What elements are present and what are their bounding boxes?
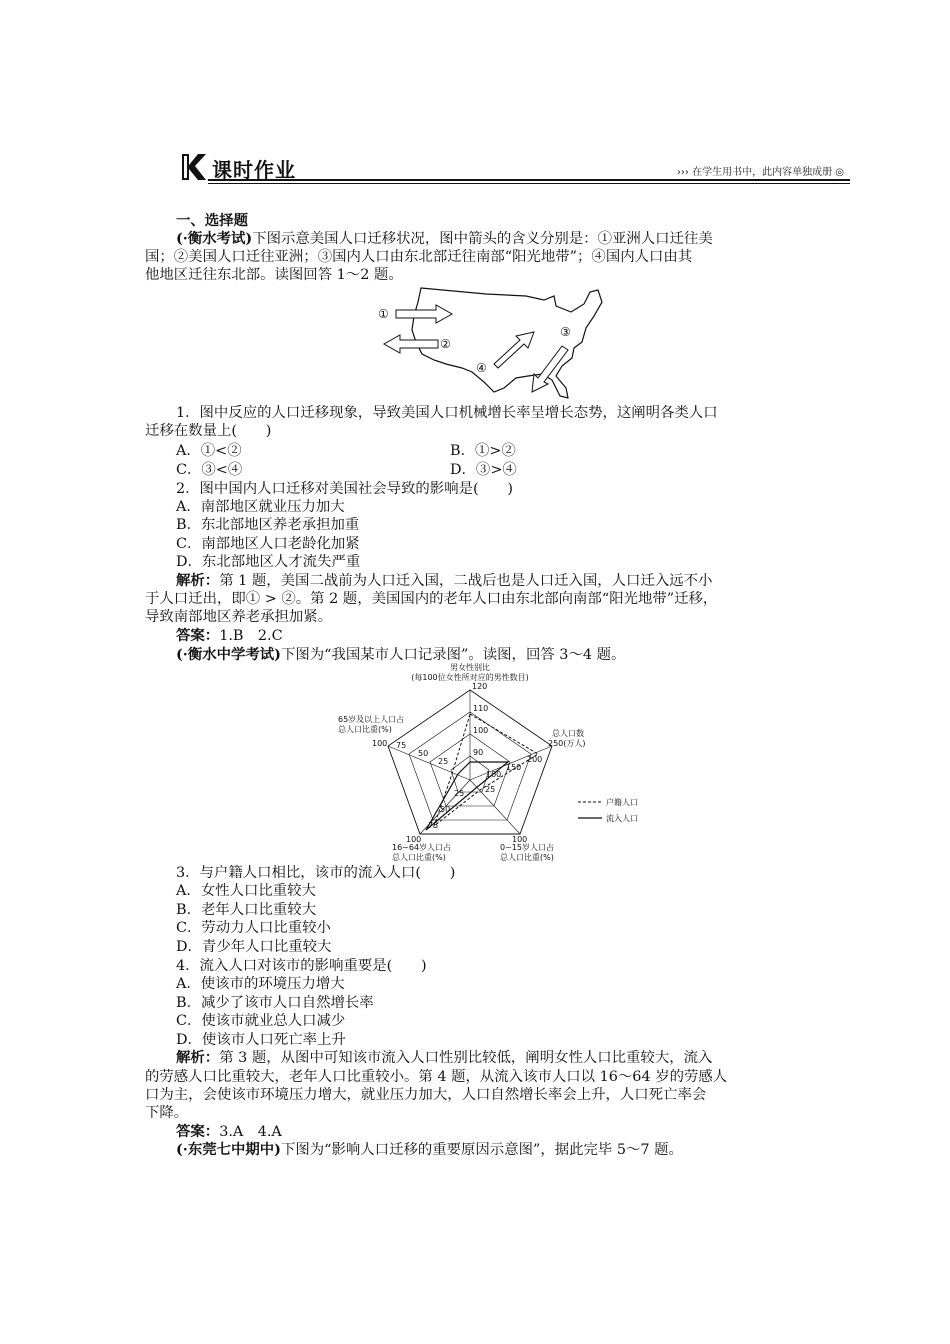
map-label-2: ② xyxy=(440,337,451,351)
q1-option-b: B．①>② xyxy=(450,443,516,459)
q1-2-source: (·衡水考试) xyxy=(176,230,253,247)
q4-stem: 4．流入人口对该市的影响重要是( ) xyxy=(176,958,427,974)
answer-value: 1.B 2.C xyxy=(219,628,283,644)
q3-option-d: D．青少年人口比重较大 xyxy=(176,939,332,955)
tick-work-100: 100 xyxy=(406,835,422,844)
tick-old-75: 75 xyxy=(396,741,407,750)
q4-option-c: C．使该市就业总人口减少 xyxy=(176,1013,346,1029)
q3-4-analysis-line-2: 的劳感人口比重较大，老年人口比重较小。第 4 题，从流入该市人口以 16～64 岁的劳感人 xyxy=(145,1069,728,1085)
arrow-3-northeast-to-south xyxy=(532,346,568,392)
q1-2-intro-line-2: 国；②美国人口迁往亚洲；③国内人口由东北部迁往南部“阳光地带”；④国内人口由其 xyxy=(145,249,693,265)
map-label-4: ④ xyxy=(476,361,487,375)
section-title: 一、选择题 xyxy=(176,212,248,229)
q3-4-intro-text: 下图为“我国某市人口记录图”。读图，回答 3～4 题。 xyxy=(280,647,626,663)
q1-2-analysis-line-2: 于人口迁出，即① > ②。第 2 题，美国国内的老年人口由东北部向南部“阳光地带”迁移， xyxy=(145,591,718,607)
q4-option-b: B．减少了该市人口自然增长率 xyxy=(176,995,374,1011)
q2-stem: 2．图中国内人口迁移对美国社会导致的影响是( ) xyxy=(176,481,513,497)
analysis-text: 第 3 题，从图中可知该市流入人口性别比较低，阐明女性人口比重较大，流入 xyxy=(219,1050,713,1066)
analysis-label: 解析： xyxy=(176,572,220,589)
q1-2-intro-line-3: 他地区迁往东北部。读图回答 1～2 题。 xyxy=(145,267,403,283)
tick-total-100: 100 xyxy=(486,770,502,779)
q3-option-c: C．劳动力人口比重较小 xyxy=(176,920,331,936)
q1-stem-line-1: 1．图中反应的人口迁移现象，导致美国人口机械增长率呈增长态势，这阐明各类人口 xyxy=(176,405,718,421)
tick-total-150: 150 xyxy=(506,763,522,772)
q1-2-intro-text: 下图示意美国人口迁移状况，图中箭头的含义分别是：①亚洲人口迁往美 xyxy=(252,231,713,247)
page-header xyxy=(178,150,850,186)
tick-old-25: 25 xyxy=(438,757,449,766)
axis-total-label-1: 总人口数 xyxy=(552,729,584,738)
tick-young-100: 100 xyxy=(512,835,528,844)
population-radar-chart xyxy=(330,662,660,866)
q4-option-d: D．使该市人口死亡率上升 xyxy=(176,1032,346,1048)
q1-option-a: A．①<② xyxy=(176,443,242,459)
q3-4-analysis-line-1 xyxy=(176,1049,712,1067)
header-title: 课时作业 xyxy=(212,158,296,182)
legend-migrant-label: 流入人口 xyxy=(606,814,638,823)
q1-2-answer xyxy=(176,627,283,645)
q3-4-analysis-line-4: 下降。 xyxy=(145,1105,189,1121)
axis-old-label-2: 总人口比重(%) xyxy=(338,725,392,734)
axis-old-label-1: 65岁及以上人口占 xyxy=(338,715,405,724)
tick-sex-90: 90 xyxy=(473,748,484,757)
q1-option-c: C．③<④ xyxy=(176,462,243,478)
k-logo-icon xyxy=(180,152,208,182)
q2-option-d: D．东北部地区人才流失严重 xyxy=(176,554,361,570)
q4-option-a: A．使该市的环境压力增大 xyxy=(176,976,345,992)
q5-7-source: (·东莞七中期中) xyxy=(176,1141,281,1158)
axis-young-label-2: 总人口比重(%) xyxy=(500,853,554,862)
answer-label: 答案： xyxy=(176,627,220,644)
q3-stem: 3．与户籍人口相比，该市的流入人口( ) xyxy=(176,865,456,881)
tick-work-25: 25 xyxy=(454,789,465,798)
q1-2-analysis-line-1 xyxy=(176,572,712,590)
q5-7-intro-text: 下图为“影响人口迁移的重要原因示意图”，据此完毕 5～7 题。 xyxy=(280,1142,683,1158)
tick-old-50: 50 xyxy=(418,749,429,758)
q3-4-source: (·衡水中学考试) xyxy=(176,646,281,663)
tick-work-50: 50 xyxy=(440,805,451,814)
header-rule xyxy=(208,179,850,181)
q2-option-a: A．南部地区就业压力加大 xyxy=(176,499,345,515)
tick-sex-110: 110 xyxy=(473,704,489,713)
axis-total-label-2: 250(万人) xyxy=(548,739,586,748)
q1-option-d: D．③>④ xyxy=(450,462,517,478)
q2-option-c: C．南部地区人口老龄化加紧 xyxy=(176,536,360,552)
analysis-label: 解析： xyxy=(176,1049,220,1066)
q3-option-a: A．女性人口比重较大 xyxy=(176,883,316,899)
q3-4-analysis-line-3: 口为主，会使该市环境压力增大，就业压力加大，人口自然增长率会上升，人口死亡率会 xyxy=(145,1087,707,1103)
tick-sex-100: 100 xyxy=(473,726,489,735)
arrow-1-asia-to-us xyxy=(396,305,452,323)
tick-sex-120: 120 xyxy=(472,682,488,691)
answer-value: 3.A 4.A xyxy=(219,1124,282,1140)
answer-label: 答案： xyxy=(176,1123,220,1140)
legend-registered-label: 户籍人口 xyxy=(606,798,638,807)
analysis-text: 第 1 题，美国二战前为人口迁入国，二战后也是人口迁入国，人口迁入远不小 xyxy=(219,573,713,589)
q2-option-b: B．东北部地区养老承担加重 xyxy=(176,517,360,533)
q5-7-intro xyxy=(176,1141,683,1159)
chart-title-1: 男女性别比 xyxy=(450,663,490,672)
map-label-3: ③ xyxy=(560,325,571,339)
tick-total-200: 200 xyxy=(527,755,543,764)
axis-young-label-1: 0~15岁人口占 xyxy=(500,843,554,852)
us-migration-map xyxy=(376,284,606,402)
chart-title-2: (每100位女性所对应的男性数目) xyxy=(411,673,529,682)
arrow-4-to-northeast xyxy=(494,332,534,368)
header-note: ››› 在学生用书中，此内容单独成册 ◎ xyxy=(676,167,844,178)
tick-work-75: 75 xyxy=(428,821,439,830)
arrow-2-us-to-asia xyxy=(384,335,438,353)
q1-stem-line-2: 迁移在数量上( ) xyxy=(145,423,272,439)
q1-2-analysis-line-3: 导致南部地区养老承担加紧。 xyxy=(145,609,333,625)
tick-young-25: 25 xyxy=(485,785,496,794)
q3-4-answer xyxy=(176,1123,282,1141)
axis-work-label-2: 总人口比重(%) xyxy=(392,853,446,862)
axis-work-label-1: 16~64岁人口占 xyxy=(392,843,452,852)
header-rule-thin xyxy=(208,183,850,184)
tick-old-100: 100 xyxy=(372,739,388,748)
map-label-1: ① xyxy=(378,307,389,321)
q1-2-intro-line-1 xyxy=(176,230,713,248)
q3-option-b: B．老年人口比重较大 xyxy=(176,902,317,918)
